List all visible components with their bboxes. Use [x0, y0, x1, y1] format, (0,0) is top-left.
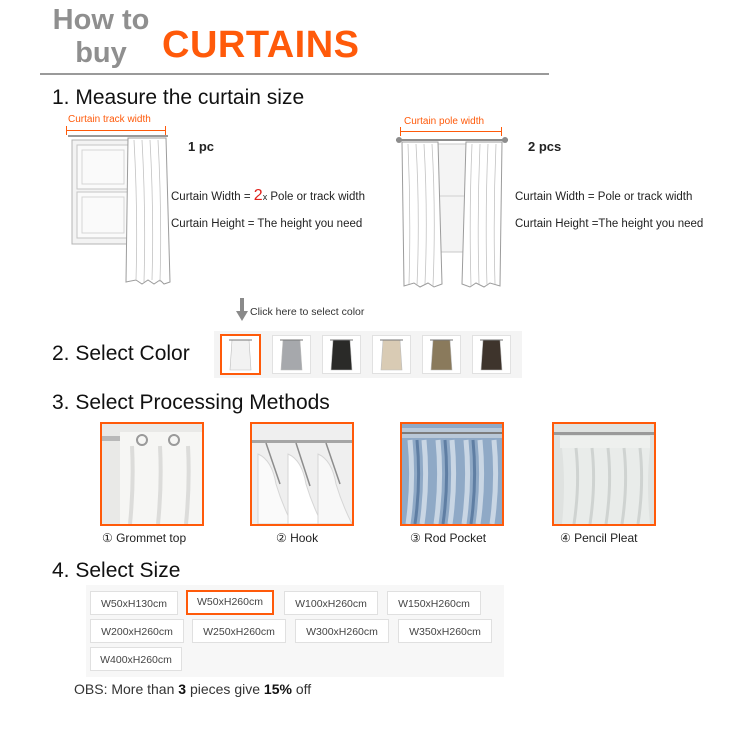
color-swatch[interactable]	[322, 335, 361, 374]
method-hook[interactable]	[250, 422, 354, 526]
curtain-color-icon	[374, 337, 409, 372]
how-to-line: How to	[52, 4, 150, 36]
left-width-prefix: Curtain Width =	[171, 191, 254, 203]
pole-width-line	[400, 131, 502, 132]
discount-suffix: off	[291, 681, 312, 697]
method-label-pencil-pleat: ④ Pencil Pleat	[560, 531, 638, 545]
track-width-end-left	[66, 126, 67, 135]
step1-title: 1. Measure the curtain size	[52, 86, 305, 109]
size-option[interactable]: W200xH260cm	[90, 619, 184, 643]
method-grommet-top[interactable]	[100, 422, 204, 526]
method-label-rod-pocket: ③ Rod Pocket	[410, 531, 487, 545]
color-swatch[interactable]	[272, 335, 311, 374]
left-width-suffix: Pole or track width	[267, 191, 365, 203]
color-swatch[interactable]	[472, 335, 511, 374]
double-curtain-illustration	[396, 134, 508, 290]
left-height-formula: Curtain Height = The height you need	[171, 218, 363, 230]
right-width-formula: Curtain Width = Pole or track width	[515, 191, 693, 203]
left-pieces: 1 pc	[188, 139, 215, 154]
header-divider	[40, 73, 549, 75]
curtain-color-icon	[424, 337, 459, 372]
method-label-grommet: ① Grommet top	[102, 531, 187, 545]
discount-prefix: OBS: More than	[74, 681, 179, 697]
down-arrow-icon	[236, 298, 248, 322]
how-to-buy-heading	[46, 4, 156, 70]
curtains-title: CURTAINS	[162, 24, 360, 66]
left-width-multiplier: 2	[253, 187, 263, 204]
grommet-top-image	[102, 424, 202, 524]
pencil-pleat-image	[554, 424, 654, 524]
step3-title: 3. Select Processing Methods	[52, 391, 330, 414]
method-rod-pocket[interactable]	[400, 422, 504, 526]
method-pencil-pleat[interactable]	[552, 422, 656, 526]
right-height-formula: Curtain Height =The height you need	[515, 218, 704, 230]
size-option-selected[interactable]: W50xH260cm	[186, 590, 274, 615]
discount-middle: pieces give	[186, 681, 264, 697]
discount-percent: 15%	[263, 681, 292, 697]
color-swatch[interactable]	[220, 334, 261, 375]
single-curtain-illustration	[68, 132, 180, 290]
buy-line: buy	[75, 37, 127, 69]
left-width-formula	[171, 187, 365, 205]
right-pieces: 2 pcs	[528, 139, 562, 154]
size-option[interactable]: W300xH260cm	[295, 619, 389, 643]
track-width-label: Curtain track width	[68, 114, 151, 125]
pole-width-label: Curtain pole width	[404, 116, 485, 127]
discount-count: 3	[178, 681, 187, 697]
left-width-x: x	[262, 192, 268, 202]
method-label-hook: ② Hook	[276, 531, 319, 545]
size-option[interactable]: W250xH260cm	[192, 619, 286, 643]
curtain-color-icon	[274, 337, 309, 372]
track-width-line	[66, 130, 166, 131]
hook-image	[252, 424, 352, 524]
size-option[interactable]: W50xH130cm	[90, 591, 178, 615]
size-option[interactable]: W100xH260cm	[284, 591, 378, 615]
curtain-color-icon	[474, 337, 509, 372]
discount-note	[74, 681, 311, 697]
color-swatch[interactable]	[422, 335, 461, 374]
size-option[interactable]: W350xH260cm	[398, 619, 492, 643]
step2-title: 2. Select Color	[52, 342, 190, 365]
step4-title: 4. Select Size	[52, 559, 181, 582]
color-swatch[interactable]	[372, 335, 411, 374]
select-color-hint: Click here to select color	[250, 306, 365, 318]
curtain-color-icon	[223, 337, 258, 372]
curtain-color-icon	[324, 337, 359, 372]
rod-pocket-image	[402, 424, 502, 524]
size-option[interactable]: W400xH260cm	[90, 647, 182, 671]
size-option[interactable]: W150xH260cm	[387, 591, 481, 615]
